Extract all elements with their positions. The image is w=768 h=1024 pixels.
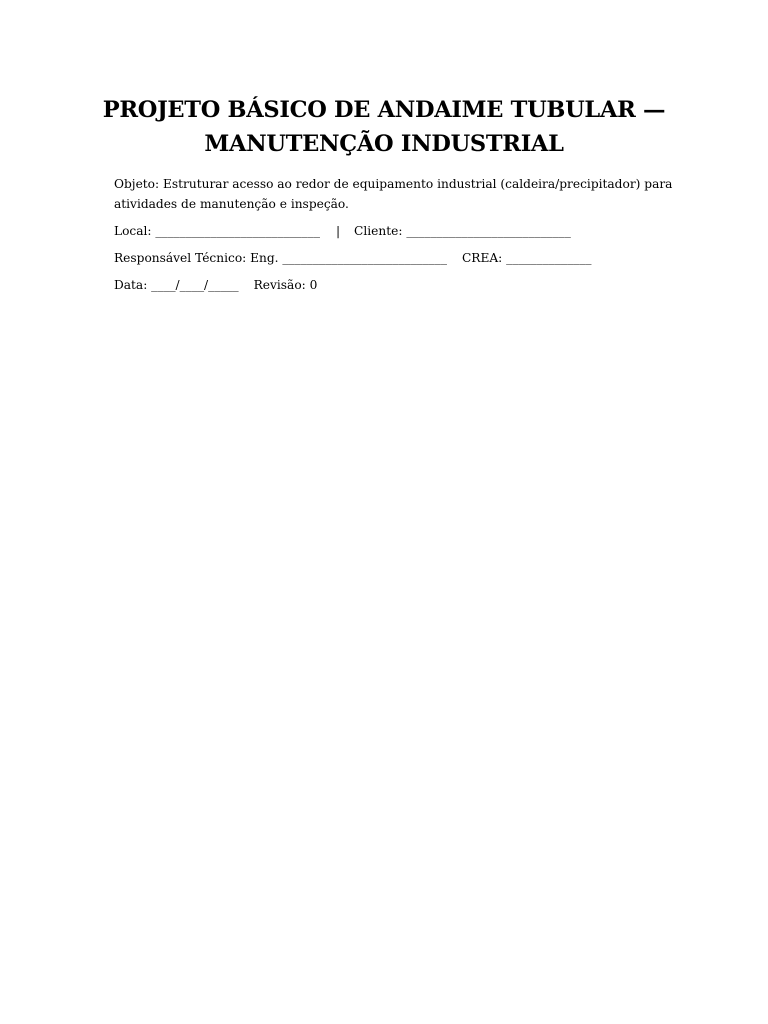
responsavel-crea-line xyxy=(114,248,591,268)
title-line-2: MANUTENÇÃO INDUSTRIAL xyxy=(204,131,564,157)
revisao-field: Revisão: 0 xyxy=(253,278,318,292)
objeto-line-1: Objeto: Estruturar acesso ao redor de equipamento industrial (caldeira/precipitador) para xyxy=(114,177,673,191)
objeto-paragraph xyxy=(114,174,672,214)
crea-field: CREA: ______________ xyxy=(461,251,592,265)
data-field: Data: ____/____/_____ xyxy=(114,278,239,292)
objeto-line-2: atividades de manutenção e inspeção. xyxy=(114,197,349,211)
local-field: Local: ___________________________ xyxy=(114,224,320,238)
responsavel-field: Responsável Técnico: Eng. ___________________________ xyxy=(114,251,447,265)
data-revisao-line xyxy=(114,275,317,295)
separator: | xyxy=(335,224,341,238)
title-line-1: PROJETO BÁSICO DE ANDAIME TUBULAR — xyxy=(102,97,666,123)
cliente-field: Cliente: ___________________________ xyxy=(354,224,571,238)
document-title xyxy=(100,93,668,161)
local-cliente-line xyxy=(114,221,571,241)
